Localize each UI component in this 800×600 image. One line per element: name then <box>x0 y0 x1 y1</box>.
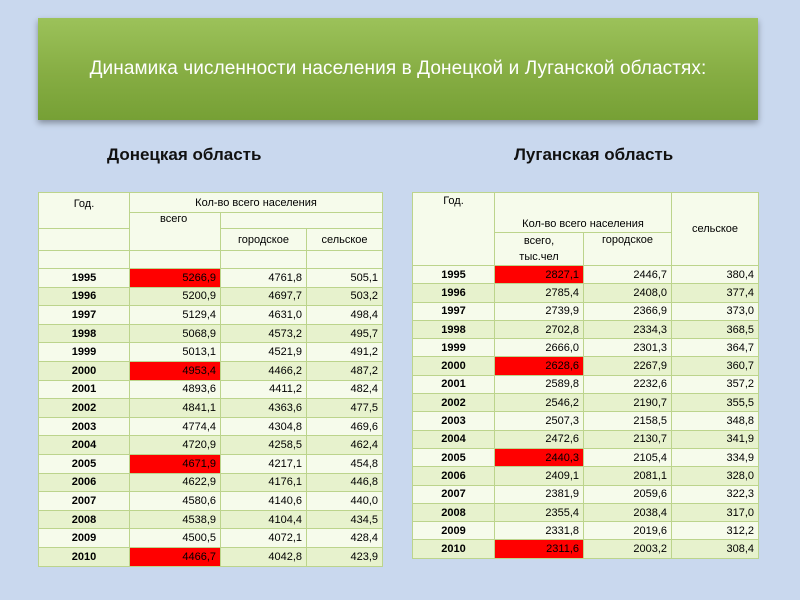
urban-cell: 2130,7 <box>584 430 672 448</box>
total-cell: 5266,9 <box>130 269 221 288</box>
table-row <box>413 357 759 375</box>
rural-cell: 487,2 <box>307 361 383 380</box>
urban-cell: 4072,1 <box>221 529 307 548</box>
year-cell: 2006 <box>413 467 495 485</box>
total-cell: 4538,9 <box>130 510 221 529</box>
year-cell: 2003 <box>413 412 495 430</box>
year-cell: 2004 <box>413 430 495 448</box>
header-urban: городское <box>221 229 307 251</box>
rural-cell: 357,2 <box>672 375 759 393</box>
year-cell: 2010 <box>39 547 130 566</box>
header-blank <box>307 251 383 269</box>
total-cell: 2507,3 <box>495 412 584 430</box>
table-row <box>39 529 383 548</box>
rural-cell: 428,4 <box>307 529 383 548</box>
year-cell: 2001 <box>39 380 130 399</box>
total-cell: 2589,8 <box>495 375 584 393</box>
urban-cell: 4761,8 <box>221 269 307 288</box>
year-cell: 2009 <box>39 529 130 548</box>
urban-cell: 2158,5 <box>584 412 672 430</box>
table-row <box>413 266 759 284</box>
rural-cell: 498,4 <box>307 306 383 325</box>
title-banner <box>38 18 758 120</box>
donetsk-region-title: Донецкая область <box>107 145 262 164</box>
urban-cell: 4042,8 <box>221 547 307 566</box>
year-cell: 2006 <box>39 473 130 492</box>
table-row <box>413 394 759 412</box>
urban-cell: 4631,0 <box>221 306 307 325</box>
total-cell: 4500,5 <box>130 529 221 548</box>
total-cell: 2739,9 <box>495 302 584 320</box>
rural-cell: 434,5 <box>307 510 383 529</box>
table-row <box>413 412 759 430</box>
year-cell: 2008 <box>413 503 495 521</box>
urban-cell: 2190,7 <box>584 394 672 412</box>
header-year: Год. <box>39 193 130 229</box>
total-cell: 2381,9 <box>495 485 584 503</box>
header-blank <box>130 251 221 269</box>
total-cell: 2702,8 <box>495 320 584 338</box>
urban-cell: 2019,6 <box>584 522 672 540</box>
rural-cell: 477,5 <box>307 399 383 418</box>
year-cell: 2010 <box>413 540 495 558</box>
rural-cell: 341,9 <box>672 430 759 448</box>
total-cell: 2546,2 <box>495 394 584 412</box>
year-cell: 1998 <box>39 324 130 343</box>
total-cell: 4580,6 <box>130 492 221 511</box>
urban-cell: 4573,2 <box>221 324 307 343</box>
total-cell: 5129,4 <box>130 306 221 325</box>
total-cell: 2331,8 <box>495 522 584 540</box>
year-cell: 2009 <box>413 522 495 540</box>
table-row <box>39 510 383 529</box>
urban-cell: 2059,6 <box>584 485 672 503</box>
year-cell: 2001 <box>413 375 495 393</box>
urban-cell: 2301,3 <box>584 339 672 357</box>
rural-cell: 503,2 <box>307 287 383 306</box>
table-row <box>39 454 383 473</box>
table-row <box>39 473 383 492</box>
year-cell: 2004 <box>39 436 130 455</box>
total-cell: 5068,9 <box>130 324 221 343</box>
rural-cell: 312,2 <box>672 522 759 540</box>
header-population-group: Кол-во всего населения <box>130 193 383 213</box>
urban-cell: 4697,7 <box>221 287 307 306</box>
rural-cell: 491,2 <box>307 343 383 362</box>
total-cell: 2827,1 <box>495 266 584 284</box>
total-cell: 4466,7 <box>130 547 221 566</box>
header-total: всего, тыс.чел <box>495 233 584 266</box>
header-blank <box>221 213 383 229</box>
total-cell: 4953,4 <box>130 361 221 380</box>
total-cell: 2355,4 <box>495 503 584 521</box>
rural-cell: 317,0 <box>672 503 759 521</box>
urban-cell: 4304,8 <box>221 417 307 436</box>
total-cell: 2311,6 <box>495 540 584 558</box>
header-population-group: Кол-во всего населения <box>495 193 672 233</box>
year-cell: 2005 <box>413 448 495 466</box>
urban-cell: 2366,9 <box>584 302 672 320</box>
table-row <box>39 269 383 288</box>
urban-cell: 2003,2 <box>584 540 672 558</box>
total-cell: 2440,3 <box>495 448 584 466</box>
rural-cell: 380,4 <box>672 266 759 284</box>
urban-cell: 4140,6 <box>221 492 307 511</box>
urban-cell: 4104,4 <box>221 510 307 529</box>
header-blank <box>221 251 307 269</box>
table-row <box>413 540 759 558</box>
rural-cell: 377,4 <box>672 284 759 302</box>
year-cell: 2008 <box>39 510 130 529</box>
total-cell: 2666,0 <box>495 339 584 357</box>
total-cell: 5013,1 <box>130 343 221 362</box>
table-row <box>413 448 759 466</box>
rural-cell: 446,8 <box>307 473 383 492</box>
year-cell: 2005 <box>39 454 130 473</box>
total-cell: 5200,9 <box>130 287 221 306</box>
urban-cell: 2334,3 <box>584 320 672 338</box>
table-row <box>413 302 759 320</box>
total-cell: 4893,6 <box>130 380 221 399</box>
table-row <box>39 361 383 380</box>
year-cell: 1997 <box>413 302 495 320</box>
total-cell: 4720,9 <box>130 436 221 455</box>
table-row <box>413 503 759 521</box>
year-cell: 2002 <box>39 399 130 418</box>
table-row <box>413 467 759 485</box>
table-row <box>413 485 759 503</box>
urban-cell: 4411,2 <box>221 380 307 399</box>
total-cell: 4671,9 <box>130 454 221 473</box>
table-row <box>39 417 383 436</box>
year-cell: 2000 <box>39 361 130 380</box>
rural-cell: 328,0 <box>672 467 759 485</box>
urban-cell: 2408,0 <box>584 284 672 302</box>
table-row <box>39 343 383 362</box>
year-cell: 1995 <box>413 266 495 284</box>
table-row <box>39 287 383 306</box>
header-urban: городское <box>584 233 672 266</box>
rural-cell: 373,0 <box>672 302 759 320</box>
year-cell: 1996 <box>413 284 495 302</box>
year-cell: 1995 <box>39 269 130 288</box>
rural-cell: 505,1 <box>307 269 383 288</box>
year-cell: 1998 <box>413 320 495 338</box>
year-cell: 2007 <box>39 492 130 511</box>
urban-cell: 2232,6 <box>584 375 672 393</box>
table-row <box>39 436 383 455</box>
donetsk-population-table <box>38 192 383 567</box>
urban-cell: 2081,1 <box>584 467 672 485</box>
rural-cell: 334,9 <box>672 448 759 466</box>
slide-title: Динамика численности населения в Донецкой и Луганской областях: <box>89 58 707 79</box>
header-blank <box>39 251 130 269</box>
year-cell: 2000 <box>413 357 495 375</box>
rural-cell: 469,6 <box>307 417 383 436</box>
table-row <box>413 320 759 338</box>
total-cell: 2785,4 <box>495 284 584 302</box>
lugansk-population-table <box>412 192 759 559</box>
urban-cell: 2038,4 <box>584 503 672 521</box>
header-blank <box>39 229 130 251</box>
year-cell: 1999 <box>39 343 130 362</box>
year-cell: 2003 <box>39 417 130 436</box>
rural-cell: 355,5 <box>672 394 759 412</box>
urban-cell: 2267,9 <box>584 357 672 375</box>
table-row <box>413 430 759 448</box>
total-cell: 2409,1 <box>495 467 584 485</box>
rural-cell: 482,4 <box>307 380 383 399</box>
urban-cell: 4363,6 <box>221 399 307 418</box>
rural-cell: 308,4 <box>672 540 759 558</box>
header-rural: сельское <box>307 229 383 251</box>
rural-cell: 368,5 <box>672 320 759 338</box>
rural-cell: 440,0 <box>307 492 383 511</box>
table-row <box>413 522 759 540</box>
header-rural: сельское <box>672 193 759 266</box>
table-row <box>39 306 383 325</box>
year-cell: 2007 <box>413 485 495 503</box>
total-cell: 4774,4 <box>130 417 221 436</box>
header-total: всего <box>130 213 221 251</box>
total-cell: 2472,6 <box>495 430 584 448</box>
rural-cell: 423,9 <box>307 547 383 566</box>
table-row <box>413 375 759 393</box>
table-row <box>413 284 759 302</box>
rural-cell: 360,7 <box>672 357 759 375</box>
table-row <box>413 339 759 357</box>
total-cell: 2628,6 <box>495 357 584 375</box>
table-row <box>39 399 383 418</box>
table-row <box>39 324 383 343</box>
year-cell: 1999 <box>413 339 495 357</box>
urban-cell: 4521,9 <box>221 343 307 362</box>
rural-cell: 364,7 <box>672 339 759 357</box>
table-row <box>39 547 383 566</box>
table-row <box>39 380 383 399</box>
year-cell: 2002 <box>413 394 495 412</box>
urban-cell: 2105,4 <box>584 448 672 466</box>
rural-cell: 454,8 <box>307 454 383 473</box>
year-cell: 1996 <box>39 287 130 306</box>
rural-cell: 462,4 <box>307 436 383 455</box>
urban-cell: 2446,7 <box>584 266 672 284</box>
total-cell: 4622,9 <box>130 473 221 492</box>
total-cell: 4841,1 <box>130 399 221 418</box>
urban-cell: 4466,2 <box>221 361 307 380</box>
urban-cell: 4176,1 <box>221 473 307 492</box>
rural-cell: 322,3 <box>672 485 759 503</box>
urban-cell: 4258,5 <box>221 436 307 455</box>
year-cell: 1997 <box>39 306 130 325</box>
lugansk-region-title: Луганская область <box>514 145 674 164</box>
header-year: Год. <box>413 193 495 266</box>
rural-cell: 348,8 <box>672 412 759 430</box>
rural-cell: 495,7 <box>307 324 383 343</box>
table-row <box>39 492 383 511</box>
urban-cell: 4217,1 <box>221 454 307 473</box>
